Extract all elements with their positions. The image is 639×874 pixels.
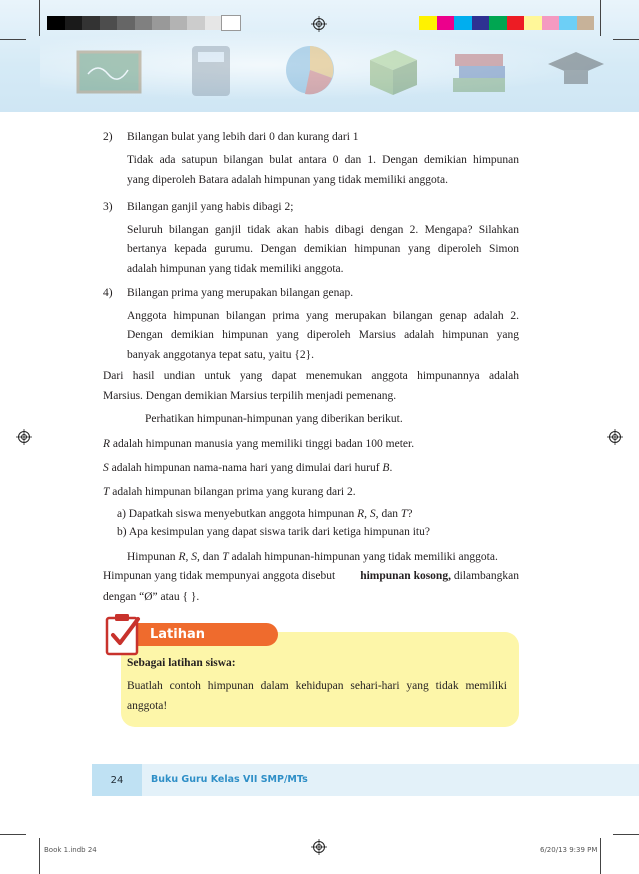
gray-swatch: [82, 16, 100, 30]
list-item-title: Bilangan ganjil yang habis dibagi 2;: [127, 201, 294, 213]
summary-line: Himpunan R, S, dan T adalah himpunan-himpunan yang tidak memiliki anggota.: [127, 551, 498, 563]
crop-mark: [600, 0, 601, 36]
page-number: 24: [92, 764, 142, 796]
paragraph-line: adalah himpunan yang tidak memiliki anggota.: [127, 263, 344, 275]
paragraph-line: Anggota himpunan bilangan prima yang merupakan bilangan genap adalah 2.: [127, 310, 519, 322]
gray-swatch: [187, 16, 205, 30]
color-swatch: [524, 16, 542, 30]
gray-swatch: [222, 16, 240, 30]
pie-chart-illustration: [275, 40, 345, 100]
list-item-number: 4): [103, 287, 113, 299]
gray-swatch: [100, 16, 118, 30]
gray-swatch: [170, 16, 188, 30]
set-definition: T adalah himpunan bilangan prima yang kurang dari 2.: [103, 486, 356, 498]
paragraph-line: Dari hasil undian untuk yang dapat menemukan anggota himpunannya adalah: [103, 370, 519, 382]
paragraph-line: banyak anggotanya tepat satu, yaitu {2}.: [127, 349, 314, 361]
gray-swatch: [135, 16, 153, 30]
list-item-number: 2): [103, 131, 113, 143]
chalkboard-illustration: [70, 44, 150, 104]
gray-swatch: [65, 16, 83, 30]
exercise-subtitle: Sebagai latihan siswa:: [127, 657, 236, 669]
question-b: b) Apa kesimpulan yang dapat siswa tarik dari ketiga himpunan itu?: [117, 526, 430, 538]
calculator-illustration: [180, 40, 240, 100]
crop-mark: [0, 39, 26, 40]
paragraph-line: Seluruh bilangan ganjil tidak akan habis dibagi dengan 2. Mengapa? Silahkan: [127, 224, 519, 236]
color-swatch: [472, 16, 490, 30]
list-item-title: Bilangan prima yang merupakan bilangan genap.: [127, 287, 354, 299]
slug-left: Book 1.indb 24: [44, 846, 97, 854]
paragraph-line: Dengan demikian himpunan yang diperoleh Marsius adalah himpunan yang: [127, 329, 519, 341]
registration-mark-icon: [311, 839, 327, 855]
registration-mark-icon: [311, 16, 327, 32]
exercise-body-line: anggota!: [127, 700, 168, 712]
list-item-number: 3): [103, 201, 113, 213]
crop-mark: [613, 834, 639, 835]
crop-mark: [613, 39, 639, 40]
color-swatch: [577, 16, 595, 30]
graduation-cap-illustration: [540, 40, 610, 100]
crop-mark: [0, 834, 26, 835]
color-swatch: [507, 16, 525, 30]
color-swatch: [419, 16, 437, 30]
paragraph-line: Perhatikan himpunan-himpunan yang diberikan berikut.: [145, 413, 403, 425]
paragraph-line: yang diperoleh Batara adalah himpunan yang tidak memiliki anggota.: [127, 174, 448, 186]
color-swatch: [454, 16, 472, 30]
registration-mark-icon: [607, 429, 623, 445]
color-swatch: [489, 16, 507, 30]
color-swatch: [559, 16, 577, 30]
color-swatch: [542, 16, 560, 30]
cube-illustration: [355, 40, 425, 100]
summary-line: Himpunan yang tidak mempunyai anggota disebut himpunan kosong, dilambangkan: [103, 570, 519, 582]
grayscale-strip: [47, 16, 240, 30]
set-definition: R adalah himpunan manusia yang memiliki tinggi badan 100 meter.: [103, 438, 415, 450]
crop-mark: [39, 0, 40, 36]
book-title: Buku Guru Kelas VII SMP/MTs: [151, 774, 308, 785]
gray-swatch: [152, 16, 170, 30]
color-swatch: [437, 16, 455, 30]
exercise-body-line: Buatlah contoh himpunan dalam kehidupan sehari-hari yang tidak memiliki: [127, 680, 507, 692]
crop-mark: [600, 838, 601, 874]
paragraph-line: Marsius. Dengan demikian Marsius terpilih menjadi pemenang.: [103, 390, 397, 402]
registration-mark-icon: [16, 429, 32, 445]
exercise-title: Latihan: [150, 627, 206, 642]
list-item-title: Bilangan bulat yang lebih dari 0 dan kurang dari 1: [127, 131, 359, 143]
gray-swatch: [205, 16, 223, 30]
question-a: a) Dapatkah siswa menyebutkan anggota himpunan R, S, dan T?: [117, 508, 413, 520]
gray-swatch: [117, 16, 135, 30]
paragraph-line: Tidak ada satupun bilangan bulat antara 0 dan 1. Dengan demikian himpunan: [127, 154, 519, 166]
summary-line: dengan “Ø” atau { }.: [103, 591, 200, 603]
books-illustration: [445, 40, 515, 100]
slug-right: 6/20/13 9:39 PM: [540, 846, 598, 854]
paragraph-line: bertanya kepada gurumu. Dengan demikian himpunan yang diperoleh Simon: [127, 243, 519, 255]
crop-mark: [39, 838, 40, 874]
set-definition: S adalah himpunan nama-nama hari yang dimulai dari huruf B.: [103, 462, 393, 474]
gray-swatch: [47, 16, 65, 30]
color-strip: [419, 16, 594, 30]
checklist-icon: [104, 613, 144, 659]
